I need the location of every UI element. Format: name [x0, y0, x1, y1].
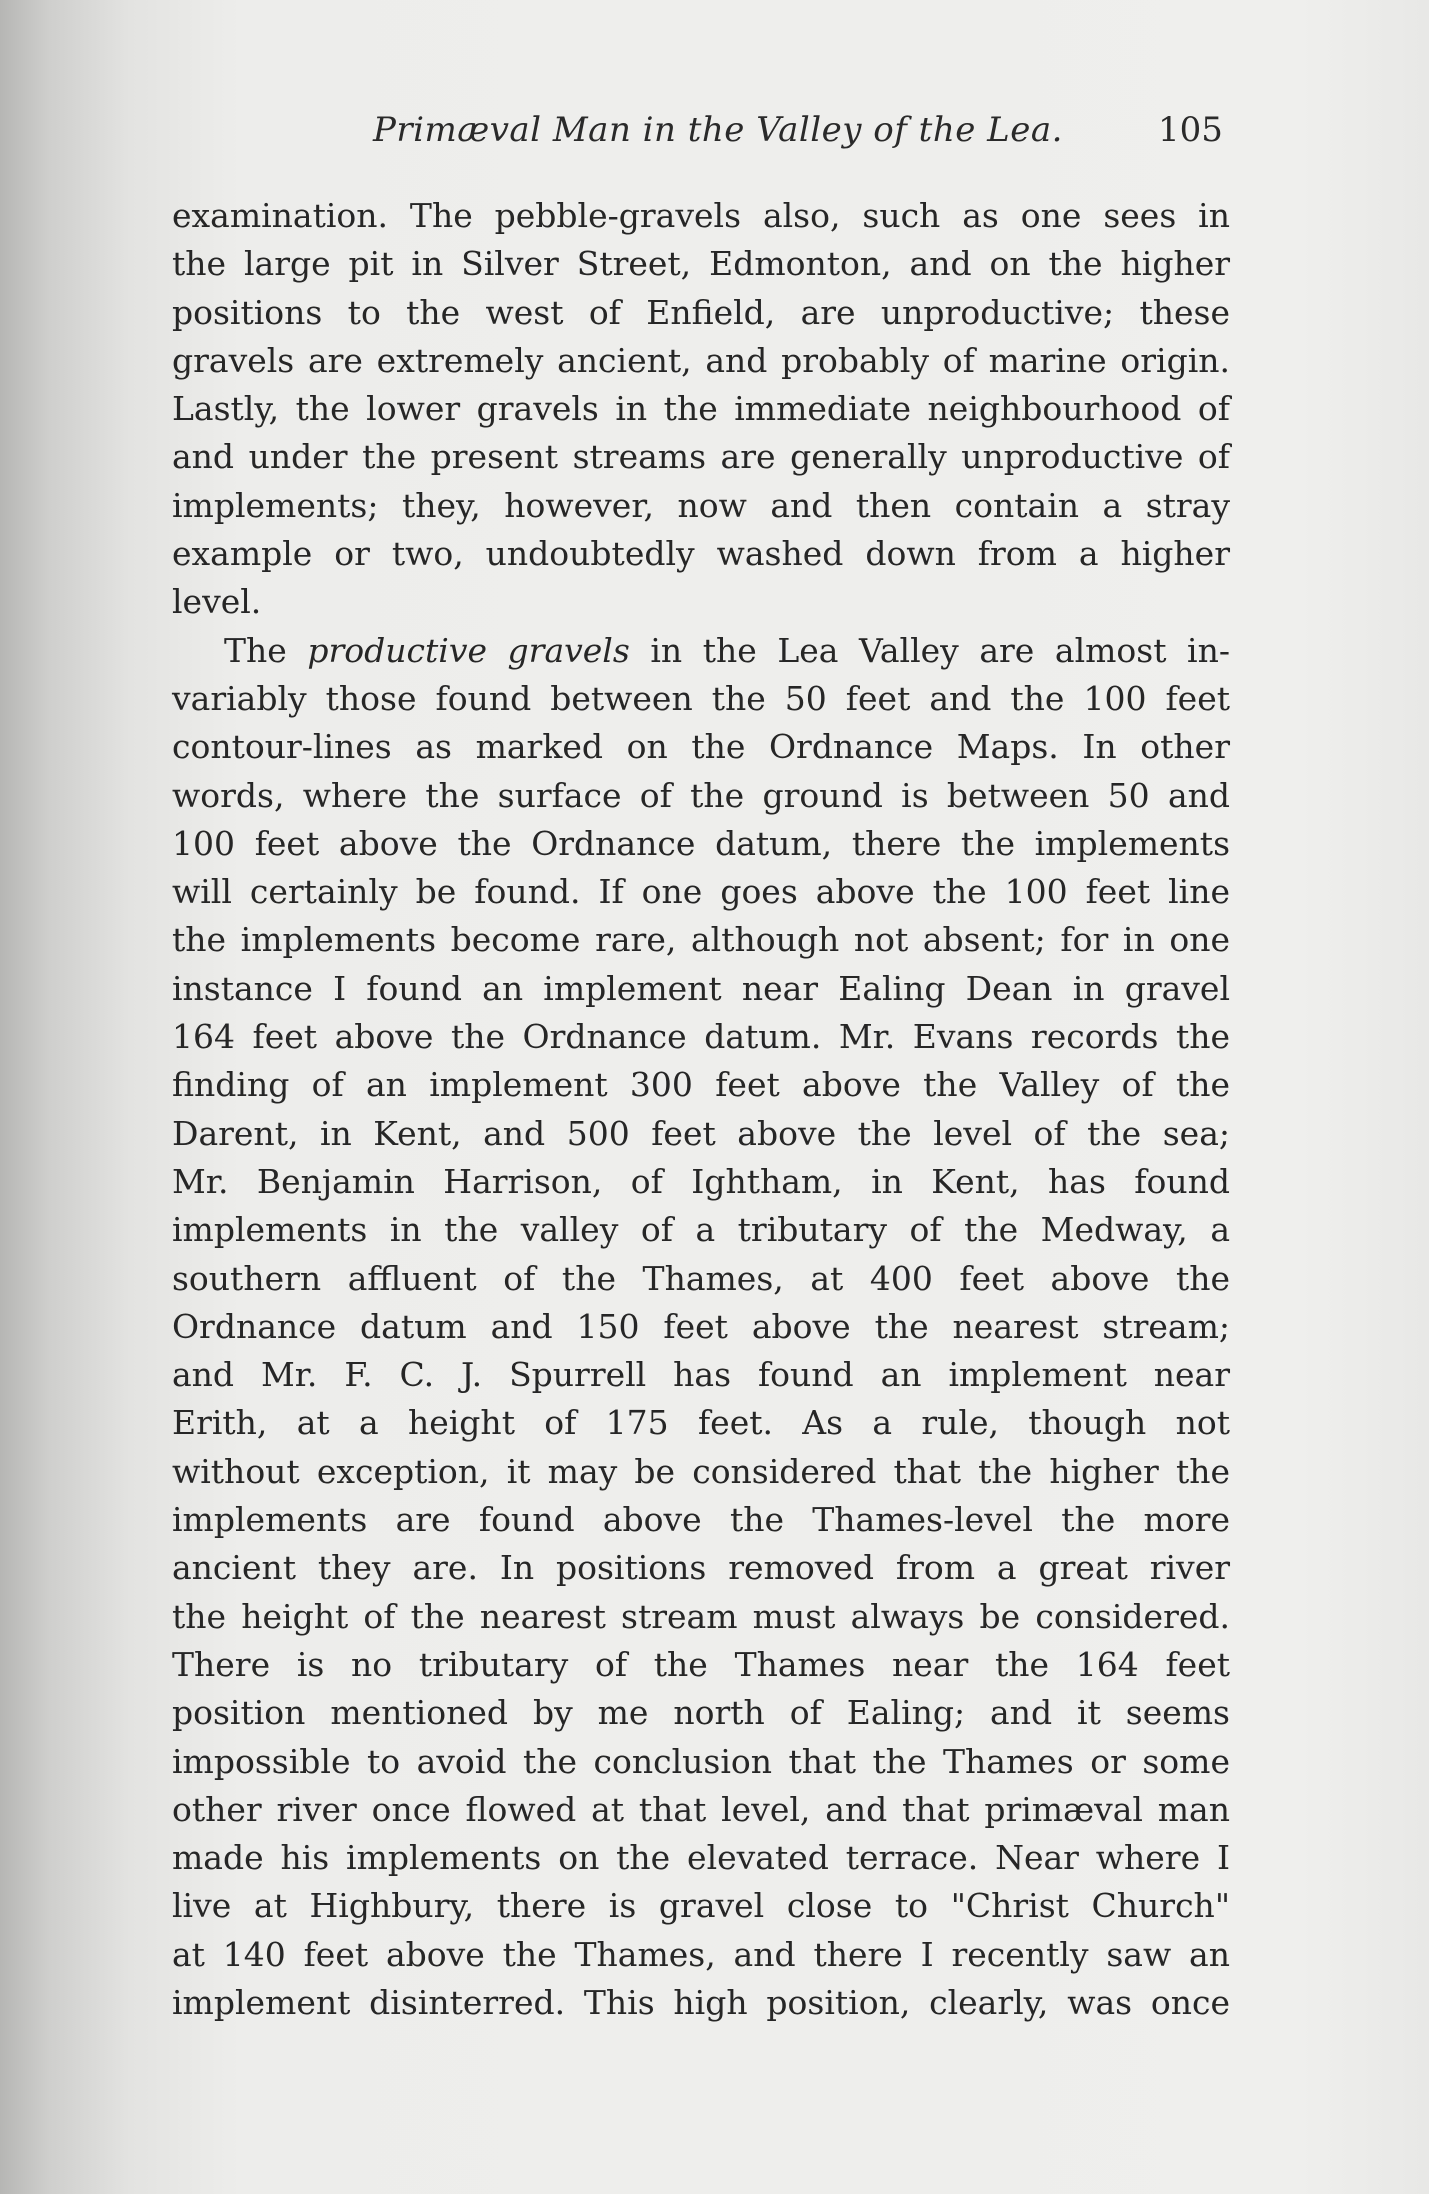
text-line: position mentioned by me north of Ealing; and it seems	[172, 1693, 1230, 1733]
text-line: finding of an implement 300 feet above the Valley of the	[172, 1065, 1230, 1105]
running-title: Primæval Man in the Valley of the Lea.	[373, 110, 1063, 150]
text-line: Ordnance datum and 150 feet above the nearest stream;	[172, 1306, 1230, 1346]
text-line: implements are found above the Thames-level the more	[172, 1500, 1230, 1540]
text-line: There is no tributary of the Thames near the 164 feet	[172, 1644, 1230, 1684]
text-line: gravels are extremely ancient, and probably of marine origin.	[172, 340, 1230, 380]
text-line: and under the present streams are generally unproductive of	[172, 437, 1230, 477]
page-header	[0, 110, 1429, 160]
text-line: positions to the west of Enfield, are unproductive; these	[172, 292, 1230, 332]
text-line: 100 feet above the Ordnance datum, there the implements	[172, 823, 1230, 863]
text-line: at 140 feet above the Thames, and there I recently saw an	[172, 1934, 1230, 1974]
text-line: southern affluent of the Thames, at 400 feet above the	[172, 1258, 1230, 1298]
text-line: Erith, at a height of 175 feet. As a rule, though not	[172, 1403, 1230, 1443]
text-line: made his implements on the elevated terrace. Near where I	[172, 1838, 1230, 1878]
text-fragment: The	[224, 630, 287, 670]
paragraph-2	[172, 627, 1230, 2028]
text-line: examination. The pebble-gravels also, such as one sees in	[172, 196, 1230, 235]
text-line: ancient they are. In positions removed from a great river	[172, 1548, 1230, 1588]
text-line: the implements become rare, although not absent; for in one	[172, 920, 1230, 960]
body-text	[172, 192, 1230, 2027]
text-line: variably those found between the 50 feet and the 100 feet	[172, 678, 1230, 718]
italic-phrase: productive gravels	[307, 630, 630, 670]
text-line: live at Highbury, there is gravel close to "Christ Church"	[172, 1886, 1230, 1926]
text-line: instance I found an implement near Ealing Dean in gravel	[172, 968, 1230, 1008]
text-line: other river once flowed at that level, and that primæval man	[172, 1789, 1230, 1829]
text-line: implements; they, however, now and then contain a stray	[172, 485, 1230, 525]
text-line: will certainly be found. If one goes above the 100 feet line	[172, 872, 1230, 912]
text-line: Darent, in Kent, and 500 feet above the level of the sea;	[172, 1113, 1230, 1153]
page-number: 105	[1158, 110, 1223, 150]
text-line: example or two, undoubtedly washed down from a higher	[172, 534, 1230, 574]
text-line: without exception, it may be considered that the higher the	[172, 1451, 1230, 1491]
text-line: 164 feet above the Ordnance datum. Mr. Evans records the	[172, 1017, 1230, 1057]
text-line	[172, 627, 1230, 675]
text-line: implement disinterred. This high position, clearly, was once	[172, 1982, 1230, 2022]
text-line: and Mr. F. C. J. Spurrell has found an implement near	[172, 1355, 1230, 1395]
text-line: the large pit in Silver Street, Edmonton, and on the higher	[172, 244, 1230, 284]
text-line: words, where the surface of the ground is between 50 and	[172, 775, 1230, 815]
text-line: implements in the valley of a tributary of the Medway, a	[172, 1210, 1230, 1250]
text-line: the height of the nearest stream must always be considered.	[172, 1596, 1230, 1636]
text-line: impossible to avoid the conclusion that the Thames or some	[172, 1741, 1230, 1781]
text-line: contour-lines as marked on the Ordnance Maps. In other	[172, 727, 1230, 767]
text-line: Mr. Benjamin Harrison, of Ightham, in Kent, has found	[172, 1161, 1230, 1201]
text-line: Lastly, the lower gravels in the immediate neighbourhood of	[172, 389, 1230, 429]
paragraph-1	[172, 192, 1230, 627]
text-line: level.	[172, 582, 262, 622]
text-fragment: in the Lea Valley are almost in-	[650, 630, 1231, 670]
